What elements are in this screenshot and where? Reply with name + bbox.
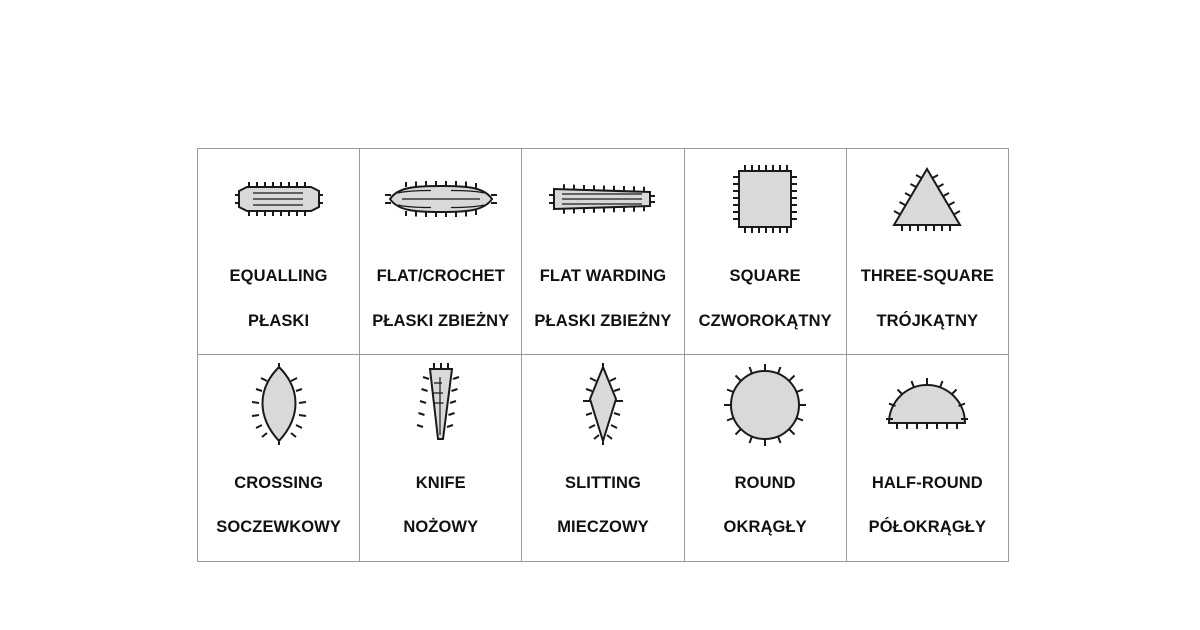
half-round-file-profile-icon (847, 355, 1008, 447)
cell-equalling (198, 149, 360, 355)
table-row (198, 149, 1009, 355)
label-en: THREE-SQUARE (860, 267, 994, 286)
caption-flat-warding (522, 241, 683, 354)
cell-half-round (846, 355, 1008, 561)
cell-three-square (846, 149, 1008, 355)
file-profiles-table (197, 148, 1009, 562)
square-file-profile-icon (685, 149, 846, 241)
label-en: SLITTING (564, 473, 641, 492)
label-en: FLAT/CROCHET (376, 267, 505, 286)
label-pl: SOCZEWKOWY (216, 518, 341, 537)
label-pl: PŁASKI ZBIEŻNY (372, 311, 510, 330)
caption-crossing (198, 447, 359, 560)
label-pl: OKRĄGŁY (723, 518, 807, 537)
label-pl: PŁASKI ZBIEŻNY (534, 311, 672, 330)
knife-file-profile-icon (360, 355, 521, 447)
label-en: CROSSING (234, 473, 323, 492)
caption-slitting (522, 447, 683, 560)
label-pl: PÓŁOKRĄGŁY (868, 518, 987, 537)
equalling-file-profile-icon (198, 149, 359, 241)
cell-knife (360, 355, 522, 561)
label-en: SQUARE (729, 267, 801, 286)
cell-flat-warding (522, 149, 684, 355)
flat-crochet-file-profile-icon (360, 149, 521, 241)
table-row (198, 355, 1009, 561)
label-pl: PŁASKI (248, 311, 310, 330)
caption-three-square (847, 241, 1008, 354)
label-en: HALF-ROUND (871, 473, 983, 492)
label-pl: TRÓJKĄTNY (876, 311, 979, 330)
cell-square (684, 149, 846, 355)
label-en: ROUND (734, 473, 796, 492)
label-en: EQUALLING (229, 267, 328, 286)
file-profiles-diagram (197, 148, 1003, 537)
cell-round (684, 355, 846, 561)
label-pl: MIECZOWY (557, 518, 649, 537)
caption-equalling (198, 241, 359, 354)
label-pl: NOŻOWY (403, 518, 479, 537)
triangular-file-profile-icon (847, 149, 1008, 241)
label-en: FLAT WARDING (539, 267, 667, 286)
diamond-file-profile-icon (522, 355, 683, 447)
cell-crossing (198, 355, 360, 561)
caption-knife (360, 447, 521, 560)
cell-flat-crochet (360, 149, 522, 355)
label-pl: CZWOROKĄTNY (698, 311, 832, 330)
cell-slitting (522, 355, 684, 561)
flat-warding-file-profile-icon (522, 149, 683, 241)
label-en: KNIFE (415, 473, 466, 492)
round-file-profile-icon (685, 355, 846, 447)
lens-file-profile-icon (198, 355, 359, 447)
caption-half-round (847, 447, 1008, 560)
caption-flat-crochet (360, 241, 521, 354)
caption-round (685, 447, 846, 560)
caption-square (685, 241, 846, 354)
